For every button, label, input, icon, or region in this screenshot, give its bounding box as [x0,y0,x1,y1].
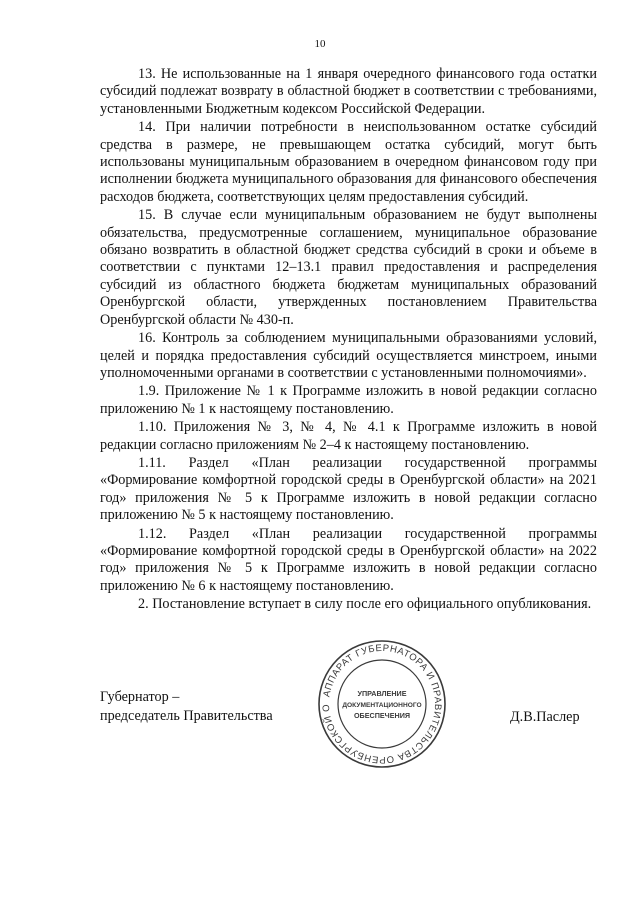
paragraph-16: 16. Контроль за соблюдением муниципальными образованиями условий, целей и порядка предоставления субсидий осуществляется минстроем, иными уполномоченными органами в соответствии с установленными полномочиями». [100,330,597,381]
official-stamp [316,638,448,770]
paragraph-1-9: 1.9. Приложение № 1 к Программе изложить в новой редакции согласно приложению № 1 к настоящему постановлению. [100,383,597,417]
stamp-ring-text: АППАРАТ ГУБЕРНАТОРА И ПРАВИТЕЛЬСТВА ОРЕНБУРГСКОЙ О [320,642,444,766]
signatory-position [100,688,273,726]
paragraph-13: 13. Не использованные на 1 января очередного финансового года остатки субсидий подлежат возврату в областной бюджет в соответствии с требованиями, установленными Бюджетным кодексом Российской Федерации. [100,66,597,117]
stamp-center-line-2: ДОКУМЕНТАЦИОННОГО [342,702,422,709]
page-number: 10 [314,38,326,50]
document-body [100,66,597,615]
paragraph-2: 2. Постановление вступает в силу после его официального опубликования. [138,596,592,613]
stamp-center-line-1: УПРАВЛЕНИЕ [357,689,407,698]
stamp-seal [316,638,448,770]
paragraph-14: 14. При наличии потребности в неиспользованном остатке субсидий средства в размере, не превышающем остатка субсидий, могут быть использованы муниципальным образованием в очередном финансовом году при исполнении бюджета муниципального образования для финансового обеспечения расходов бюджета, соответствующих целям предоставления субсидий. [100,119,597,205]
signatory-name: Д.В.Паслер [510,709,580,725]
paragraph-1-10: 1.10. Приложения № 3, № 4, № 4.1 к Программе изложить в новой редакции согласно приложениям № 2–4 к настоящему постановлению. [100,419,597,453]
paragraph-15: 15. В случае если муниципальным образованием не будут выполнены обязательства, предусмотренные соглашением, муниципальное образование обязано возвратить в областной бюджет средства субсидий в сроки и объеме в соответствии с пунктами 12–13.1 правил предоставления и распределения субсидий из областного бюджета бюджетам муниципальных образований Оренбургской области, утвержденных постановлением Правительства Оренбургской области № 430-п. [100,207,597,328]
position-line-1: Губернатор – [100,689,180,705]
paragraph-1-11: 1.11. Раздел «План реализации государственной программы «Формирование комфортной городской среды в Оренбургской области» на 2021 год» приложения № 5 к Программе изложить в новой редакции согласно приложению № 5 к настоящему постановлению. [100,454,597,524]
position-line-2: председатель Правительства [100,708,273,724]
paragraph-1-12: 1.12. Раздел «План реализации государственной программы «Формирование комфортной городской среды в Оренбургской области» на 2022 год» приложения № 5 к Программе изложить в новой редакции согласно приложению № 6 к настоящему постановлению. [100,525,597,594]
stamp-center-line-3: ОБЕСПЕЧЕНИЯ [353,711,411,720]
